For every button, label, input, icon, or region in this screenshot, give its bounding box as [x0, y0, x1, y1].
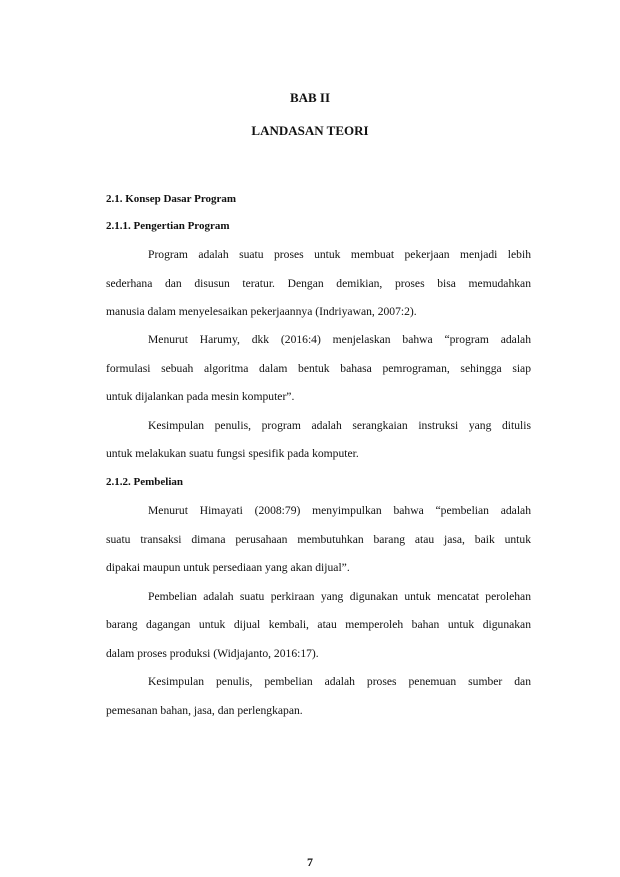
text-line: dipakai maupun untuk persediaan yang akan dijual”. — [106, 561, 350, 574]
text-line: Program adalah suatu proses untuk membuat pekerjaan menjadi lebih — [148, 248, 531, 261]
text-line: barang dagangan untuk dijual kembali, atau memperoleh bahan untuk digunakan — [106, 618, 531, 631]
text-line: manusia dalam menyelesaikan pekerjaannya (Indriyawan, 2007:2). — [106, 305, 417, 318]
chapter-title: LANDASAN TEORI — [251, 123, 369, 138]
text-line: sederhana dan disusun teratur. Dengan demikian, proses bisa memudahkan — [106, 277, 531, 290]
text-line: Kesimpulan penulis, pembelian adalah proses penemuan sumber dan — [148, 675, 531, 688]
text-line: pemesanan bahan, jasa, dan perlengkapan. — [106, 704, 303, 717]
text-line: untuk melakukan suatu fungsi spesifik pada komputer. — [106, 447, 359, 460]
text-line: dalam proses produksi (Widjajanto, 2016:17). — [106, 647, 319, 660]
section-heading-2-1: 2.1. Konsep Dasar Program — [106, 193, 237, 205]
text-line: Menurut Himayati (2008:79) menyimpulkan bahwa “pembelian adalah — [148, 504, 531, 517]
text-line: suatu transaksi dimana perusahaan membutuhkan barang atau jasa, baik untuk — [106, 533, 531, 546]
chapter-heading: BAB II — [289, 90, 331, 105]
text-line: Kesimpulan penulis, program adalah serangkaian instruksi yang ditulis — [148, 419, 531, 432]
text-line: Menurut Harumy, dkk (2016:4) menjelaskan bahwa “program adalah — [148, 333, 531, 346]
text-line: formulasi sebuah algoritma dalam bentuk bahasa pemrograman, sehingga siap — [106, 362, 531, 375]
text-line: Pembelian adalah suatu perkiraan yang digunakan untuk mencatat perolehan — [148, 590, 531, 603]
text-line: untuk dijalankan pada mesin komputer”. — [106, 390, 295, 403]
section-heading-2-1-1: 2.1.1. Pengertian Program — [106, 220, 230, 232]
page-number: 7 — [307, 855, 313, 869]
section-heading-2-1-2: 2.1.2. Pembelian — [106, 476, 183, 488]
